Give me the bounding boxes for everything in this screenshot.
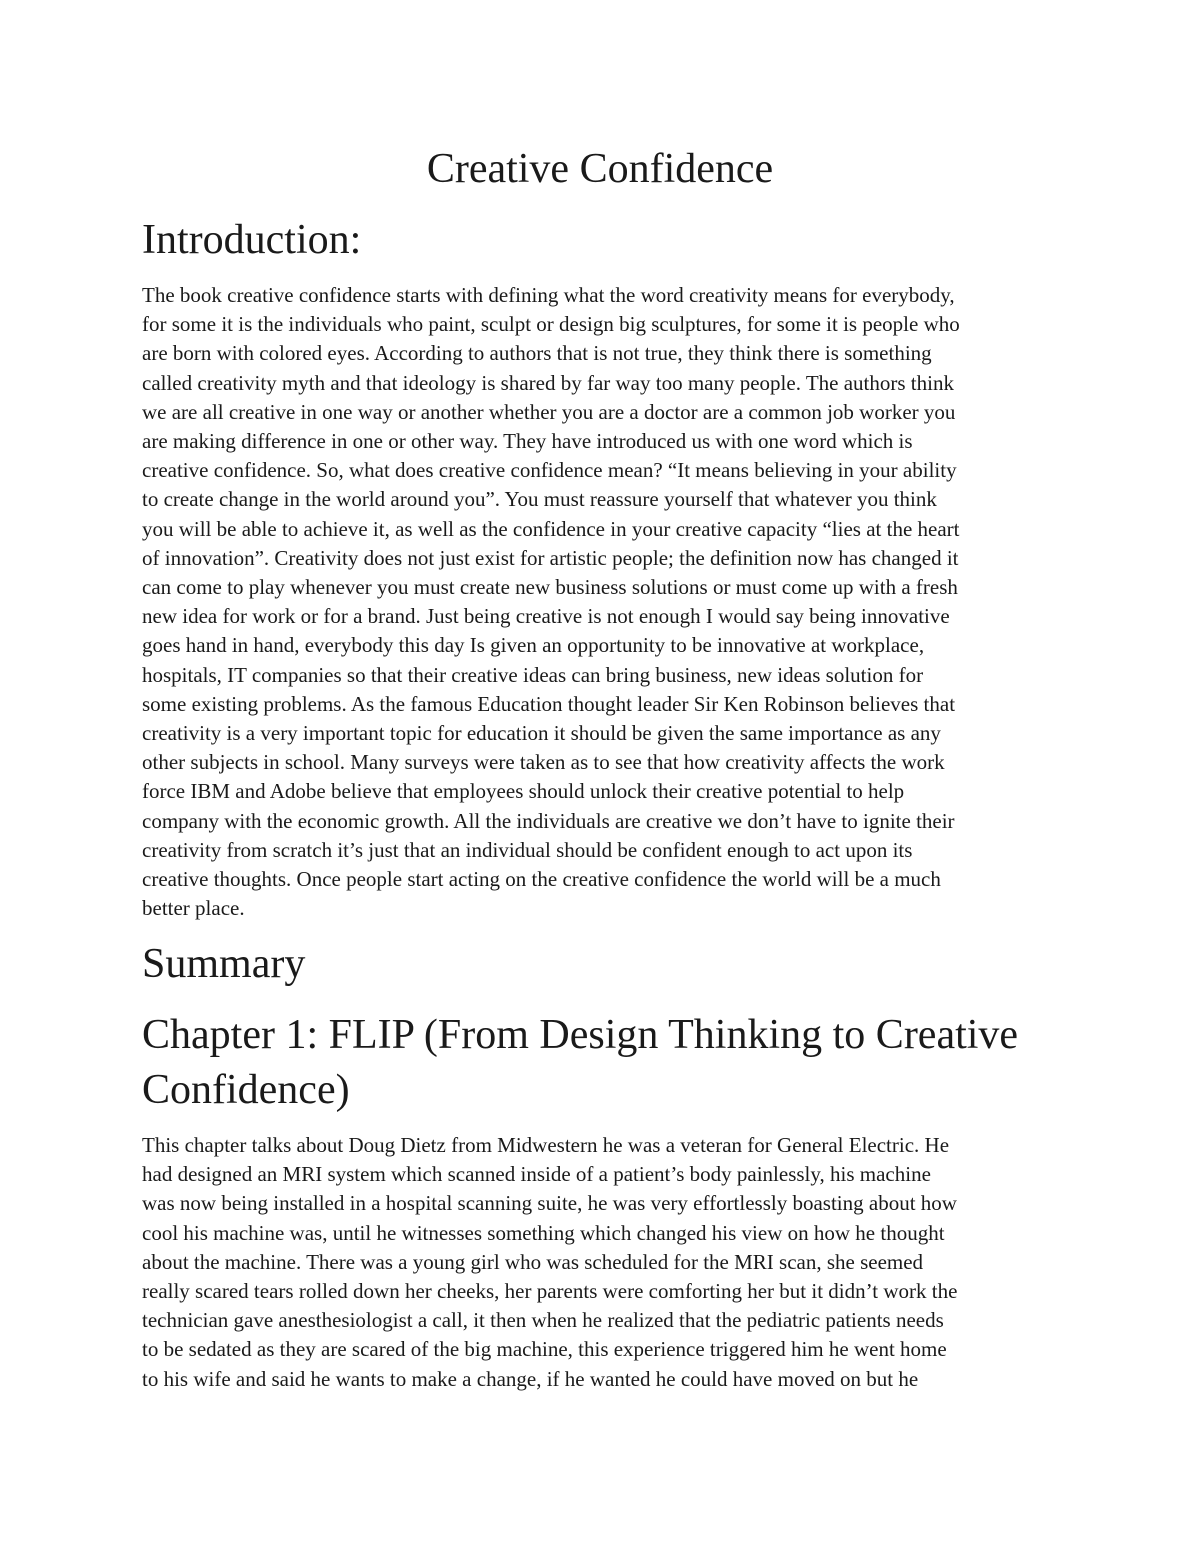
paragraph-line: creativity is a very important topic for education it should be given the same importance as any [142,721,941,746]
paragraph-line: creativity from scratch it’s just that an individual should be confident enough to act upon its [142,837,913,862]
paragraph-line: you will be able to achieve it, as well as the confidence in your creative capacity “lies at the heart [142,516,960,541]
paragraph-line: goes hand in hand, everybody this day Is given an opportunity to be innovative at workplace, [142,633,925,658]
paragraph-line: was now being installed in a hospital scanning suite, he was very effortlessly boasting about how [142,1191,957,1216]
chapter-1-paragraph [142,1131,1077,1394]
paragraph-line: to his wife and said he wants to make a change, if he wanted he could have moved on but he [142,1366,919,1391]
paragraph-line: to create change in the world around you”. You must reassure yourself that whatever you think [142,487,937,512]
introduction-paragraph [142,281,1077,923]
paragraph-line: are making difference in one or other way. They have introduced us with one word which is [142,429,913,454]
paragraph-line: technician gave anesthesiologist a call, it then when he realized that the pediatric patients needs [142,1308,944,1333]
introduction-heading: Introduction: [142,217,362,263]
paragraph-line: The book creative confidence starts with defining what the word creativity means for everybody, [142,283,955,307]
document-title: Creative Confidence [426,146,774,192]
paragraph-line: had designed an MRI system which scanned inside of a patient’s body painlessly, his machine [142,1162,931,1187]
paragraph-line: can come to play whenever you must create new business solutions or must come up with a fresh [142,575,958,600]
paragraph-line: we are all creative in one way or another whether you are a doctor are a common job worker you [142,399,956,424]
paragraph-line: called creativity myth and that ideology is shared by far way too many people. The authors think [142,370,954,395]
chapter-1-heading [142,1008,1082,1118]
paragraph-line: really scared tears rolled down her cheeks, her parents were comforting her but it didn’t work the [142,1279,958,1304]
paragraph-line: force IBM and Adobe believe that employees should unlock their creative potential to help [142,779,905,804]
summary-heading: Summary [142,941,306,987]
paragraph-line: company with the economic growth. All the individuals are creative we don’t have to ignite their [142,808,955,833]
paragraph-line: for some it is the individuals who paint, sculpt or design big sculptures, for some it is people who [142,312,960,337]
paragraph-line: creative confidence. So, what does creative confidence mean? “It means believing in your ability [142,458,957,483]
paragraph-line: hospitals, IT companies so that their creative ideas can bring business, new ideas solution for [142,662,924,687]
paragraph-line: better place. [142,896,245,921]
paragraph-line: other subjects in school. Many surveys were taken as to see that how creativity affects the work [142,750,945,775]
paragraph-line: cool his machine was, until he witnesses something which changed his view on how he thought [142,1220,945,1245]
chapter-1-heading-line: Chapter 1: FLIP (From Design Thinking to Creative [142,1012,1019,1058]
paragraph-line: are born with colored eyes. According to authors that is not true, they think there is something [142,341,932,366]
paragraph-line: about the machine. There was a young girl who was scheduled for the MRI scan, she seemed [142,1249,924,1274]
chapter-1-heading-line: Confidence) [142,1067,350,1113]
paragraph-line: of innovation”. Creativity does not just exist for artistic people; the definition now has changed it [142,545,959,570]
paragraph-line: to be sedated as they are scared of the big machine, this experience triggered him he went home [142,1337,947,1362]
paragraph-line: some existing problems. As the famous Education thought leader Sir Ken Robinson believes that [142,691,956,716]
paragraph-line: new idea for work or for a brand. Just being creative is not enough I would say being innovative [142,604,950,629]
paragraph-line: This chapter talks about Doug Dietz from Midwestern he was a veteran for General Electric. He [142,1133,950,1157]
paragraph-line: creative thoughts. Once people start acting on the creative confidence the world will be a much [142,867,941,892]
